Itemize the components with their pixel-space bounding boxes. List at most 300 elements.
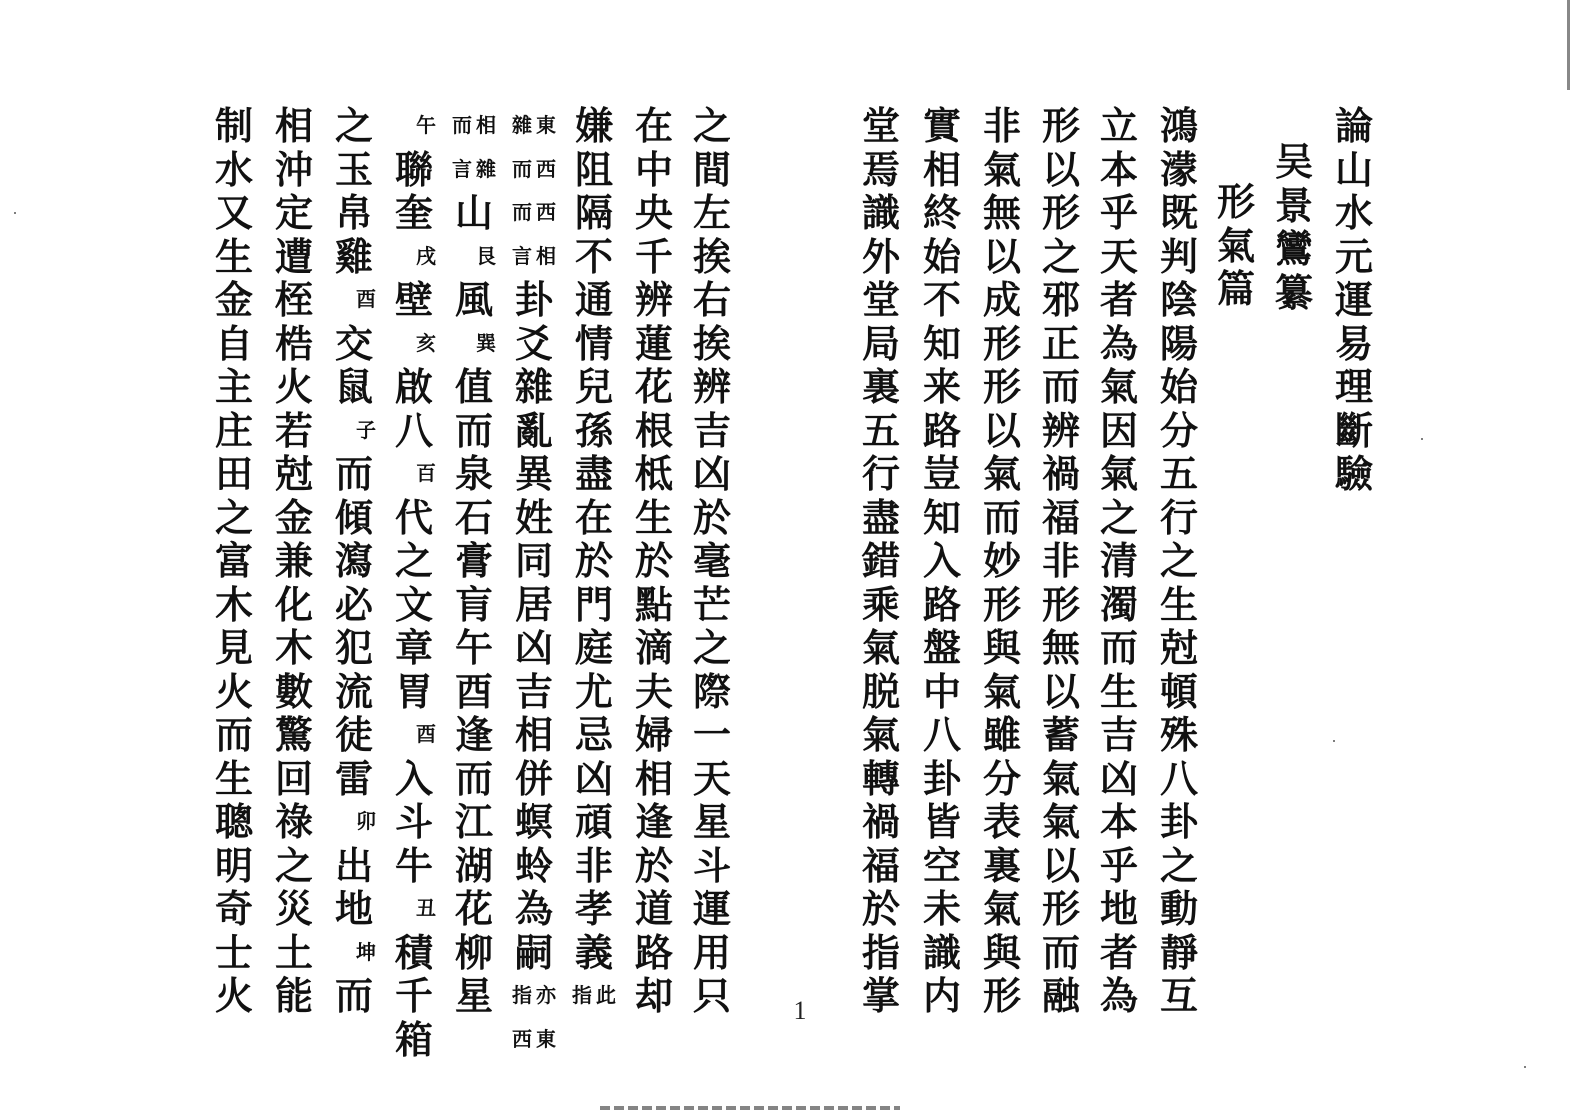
note-glyph: 巽 — [476, 330, 496, 355]
glyph: 千 — [634, 233, 673, 279]
glyph: 盡 — [861, 494, 900, 540]
glyph: 路 — [634, 929, 673, 975]
glyph: 而 — [454, 407, 493, 453]
glyph: 相 — [514, 712, 553, 757]
glyph: 夫 — [634, 668, 673, 714]
glyph: 裏 — [982, 842, 1021, 888]
glyph: 乎 — [1099, 190, 1138, 235]
glyph: 之 — [692, 625, 731, 670]
glyph: 驚 — [274, 712, 313, 757]
interlinear-note — [510, 104, 558, 191]
glyph: 定 — [274, 190, 313, 235]
glyph: 雞 — [334, 233, 373, 279]
note-glyph: 卯 — [356, 809, 376, 833]
glyph: 之 — [1099, 494, 1138, 540]
glyph: 斷 — [1334, 407, 1373, 453]
note-right — [414, 713, 438, 757]
glyph: 水 — [1334, 190, 1373, 235]
glyph: 卦 — [514, 277, 553, 322]
glyph: 必 — [334, 581, 373, 627]
glyph: 若 — [274, 407, 313, 453]
glyph: 堂 — [861, 277, 900, 322]
glyph: 易 — [1334, 320, 1373, 366]
glyph: 胃 — [394, 668, 433, 714]
glyph: 本 — [1099, 146, 1138, 192]
glyph: 膏 — [454, 538, 493, 583]
glyph: 火 — [214, 668, 253, 714]
glyph: 形 — [1216, 179, 1255, 224]
glyph: 識 — [861, 190, 900, 235]
note-glyph: 亦 — [536, 983, 556, 1007]
interlinear-note — [450, 235, 498, 279]
note-left — [330, 278, 354, 322]
glyph: 壁 — [394, 277, 433, 322]
glyph: 吉 — [514, 668, 553, 714]
glyph: 雷 — [334, 755, 373, 801]
glyph: 八 — [922, 712, 961, 757]
interlinear-note — [450, 322, 498, 366]
bottom-bleed-through — [600, 1106, 900, 1110]
glyph: 災 — [274, 886, 313, 931]
glyph: 木 — [274, 625, 313, 670]
glyph: 嗣 — [514, 929, 553, 975]
glyph: 清 — [1099, 538, 1138, 583]
note-right — [414, 452, 438, 496]
glyph: 指 — [861, 929, 900, 975]
glyph: 鼠 — [334, 364, 373, 409]
glyph: 與 — [982, 625, 1021, 670]
note-left — [390, 452, 414, 496]
note-glyph: 東 — [536, 113, 556, 137]
interlinear-note — [450, 104, 498, 191]
glyph: 一 — [692, 712, 731, 757]
glyph: 泉 — [454, 451, 493, 496]
glyph: 地 — [334, 886, 373, 931]
glyph: 而 — [1099, 625, 1138, 670]
interlinear-note — [390, 452, 438, 496]
glyph: 焉 — [861, 146, 900, 192]
text-column-c9 — [570, 104, 618, 1018]
glyph: 景 — [1274, 182, 1313, 228]
glyph: 理 — [1334, 364, 1373, 409]
note-glyph: 艮 — [476, 243, 496, 268]
glyph: 卦 — [922, 755, 961, 801]
glyph: 聯 — [394, 146, 433, 192]
note-glyph: 百 — [416, 461, 436, 485]
glyph: 吉 — [692, 407, 731, 453]
glyph: 禍 — [1041, 451, 1080, 496]
text-column-c10 — [510, 104, 558, 1061]
glyph: 山 — [454, 190, 493, 235]
glyph: 點 — [634, 581, 673, 627]
note-left — [390, 104, 414, 148]
glyph: 滴 — [634, 625, 673, 670]
note-left — [450, 104, 474, 191]
glyph: 辨 — [1041, 407, 1080, 453]
glyph: 根 — [634, 407, 673, 453]
glyph: 行 — [1159, 494, 1198, 540]
glyph: 玉 — [334, 146, 373, 192]
glyph: 互 — [1159, 973, 1198, 1018]
glyph: 始 — [922, 233, 961, 279]
glyph: 八 — [394, 407, 433, 453]
glyph: 不 — [922, 277, 961, 322]
glyph: 之 — [214, 494, 253, 540]
glyph: 脱 — [861, 668, 900, 714]
glyph: 間 — [692, 146, 731, 192]
note-left — [330, 409, 354, 453]
glyph: 陰 — [1159, 277, 1198, 322]
glyph: 斗 — [692, 842, 731, 888]
glyph: 祿 — [274, 799, 313, 844]
glyph: 逢 — [634, 799, 673, 844]
glyph: 木 — [214, 581, 253, 627]
interlinear-note — [330, 278, 378, 322]
glyph: 氣 — [982, 886, 1021, 931]
note-left — [330, 931, 354, 975]
text-column-author — [1270, 140, 1318, 314]
glyph: 表 — [982, 799, 1021, 844]
glyph: 天 — [1099, 233, 1138, 279]
text-column-c7 — [688, 104, 736, 1018]
glyph: 忌 — [574, 712, 613, 757]
note-glyph: 西 — [512, 1026, 532, 1051]
note-glyph: 指 — [572, 983, 592, 1007]
glyph: 而 — [214, 712, 253, 757]
page-number: 1 — [793, 996, 807, 1025]
glyph: 行 — [861, 451, 900, 496]
note-glyph: 言 — [452, 156, 472, 181]
glyph: 掌 — [861, 973, 900, 1018]
note-left — [390, 235, 414, 279]
glyph: 判 — [1159, 233, 1198, 279]
scan-speck — [1333, 740, 1335, 742]
glyph: 吉 — [1099, 712, 1138, 757]
glyph: 之 — [1159, 538, 1198, 583]
glyph: 阻 — [574, 146, 613, 192]
glyph: 氣 — [1041, 755, 1080, 801]
glyph: 義 — [574, 929, 613, 975]
text-column-c13 — [330, 104, 378, 1018]
glyph: 氣 — [982, 451, 1021, 496]
glyph: 花 — [454, 886, 493, 931]
note-right — [474, 235, 498, 279]
glyph: 只 — [692, 973, 731, 1018]
glyph: 驗 — [1334, 451, 1373, 496]
glyph: 沖 — [274, 146, 313, 192]
text-column-chapter — [1212, 180, 1260, 311]
interlinear-note — [330, 931, 378, 975]
note-right — [354, 931, 378, 975]
glyph: 濛 — [1159, 146, 1198, 192]
text-column-c11 — [450, 104, 498, 1018]
glyph: 氣 — [861, 625, 900, 670]
glyph: 局 — [861, 320, 900, 366]
glyph: 以 — [982, 233, 1021, 279]
glyph: 者 — [1099, 277, 1138, 322]
note-left — [330, 800, 354, 844]
glyph: 文 — [394, 581, 433, 627]
note-right — [414, 322, 438, 366]
glyph: 靜 — [1159, 929, 1198, 975]
note-right — [354, 278, 378, 322]
glyph: 形 — [982, 581, 1021, 627]
glyph: 路 — [922, 407, 961, 453]
glyph: 来 — [922, 364, 961, 409]
note-right — [534, 974, 558, 1018]
glyph: 蓄 — [1041, 712, 1080, 757]
interlinear-note — [390, 104, 438, 148]
glyph: 動 — [1159, 886, 1198, 931]
note-left — [570, 974, 594, 1018]
glyph: 雖 — [982, 712, 1021, 757]
glyph: 雜 — [514, 364, 553, 409]
interlinear-note — [390, 887, 438, 931]
glyph: 外 — [861, 233, 900, 279]
glyph: 為 — [1099, 320, 1138, 366]
glyph: 五 — [1159, 451, 1198, 496]
glyph: 庭 — [574, 625, 613, 670]
glyph: 婦 — [634, 712, 673, 757]
glyph: 妙 — [982, 538, 1021, 583]
glyph: 士 — [214, 929, 253, 975]
note-glyph: 坤 — [356, 939, 376, 964]
glyph: 為 — [514, 886, 553, 931]
glyph: 而 — [982, 494, 1021, 540]
glyph: 流 — [334, 668, 373, 714]
glyph: 尤 — [574, 668, 613, 714]
glyph: 陽 — [1159, 320, 1198, 366]
glyph: 生 — [634, 494, 673, 540]
glyph: 相 — [634, 755, 673, 801]
glyph: 元 — [1334, 233, 1373, 279]
glyph: 際 — [692, 668, 731, 714]
note-glyph: 戌 — [416, 243, 436, 268]
glyph: 殊 — [1159, 712, 1198, 757]
glyph: 本 — [1099, 799, 1138, 844]
glyph: 江 — [454, 799, 493, 844]
text-column-c15 — [210, 104, 258, 1018]
glyph: 識 — [922, 929, 961, 975]
glyph: 之 — [692, 103, 731, 148]
note-glyph: 酉 — [356, 287, 376, 311]
note-right — [534, 104, 558, 191]
glyph: 火 — [274, 364, 313, 409]
interlinear-note — [570, 974, 618, 1018]
glyph: 明 — [214, 842, 253, 888]
glyph: 湖 — [454, 842, 493, 888]
glyph: 五 — [861, 407, 900, 453]
note-glyph: 言 — [512, 243, 532, 268]
glyph: 章 — [394, 625, 433, 670]
glyph: 運 — [692, 886, 731, 931]
text-column-c5 — [918, 104, 966, 1018]
glyph: 無 — [982, 190, 1021, 235]
glyph: 豈 — [922, 451, 961, 496]
glyph: 凶 — [1099, 755, 1138, 801]
glyph: 融 — [1041, 973, 1080, 1018]
glyph: 凶 — [574, 755, 613, 801]
text-column-title — [1330, 104, 1378, 496]
note-glyph: 西 — [536, 156, 556, 181]
note-right — [414, 235, 438, 279]
glyph: 禍 — [861, 799, 900, 844]
glyph: 非 — [574, 842, 613, 888]
glyph: 始 — [1159, 364, 1198, 409]
scan-speck — [1421, 438, 1423, 440]
glyph: 未 — [922, 886, 961, 931]
glyph: 氣 — [982, 668, 1021, 714]
glyph: 氣 — [1099, 451, 1138, 496]
glyph: 田 — [214, 451, 253, 496]
glyph: 却 — [634, 973, 673, 1018]
glyph: 邪 — [1041, 277, 1080, 322]
glyph: 八 — [1159, 755, 1198, 801]
glyph: 桎 — [274, 277, 313, 322]
note-glyph: 子 — [356, 417, 376, 442]
glyph: 併 — [514, 755, 553, 801]
glyph: 非 — [1041, 538, 1080, 583]
glyph: 乘 — [861, 581, 900, 627]
glyph: 金 — [214, 277, 253, 322]
glyph: 奎 — [394, 190, 433, 235]
glyph: 數 — [274, 668, 313, 714]
glyph: 嫌 — [574, 103, 613, 148]
glyph: 正 — [1041, 320, 1080, 366]
glyph: 氣 — [1216, 222, 1255, 268]
glyph: 化 — [274, 581, 313, 627]
glyph: 入 — [394, 755, 433, 801]
note-left — [510, 974, 534, 1018]
glyph: 螟 — [514, 799, 553, 844]
note-right — [534, 1018, 558, 1062]
glyph: 爻 — [514, 320, 553, 366]
glyph: 中 — [922, 668, 961, 714]
glyph: 姓 — [514, 494, 553, 540]
text-column-c12 — [390, 104, 438, 1061]
note-glyph: 午 — [416, 113, 436, 137]
glyph: 而 — [1041, 929, 1080, 975]
glyph: 堂 — [861, 103, 900, 148]
glyph: 形 — [982, 973, 1021, 1018]
glyph: 頓 — [1159, 668, 1198, 714]
glyph: 又 — [214, 190, 253, 235]
glyph: 芒 — [692, 581, 731, 627]
glyph: 央 — [634, 190, 673, 235]
note-left — [390, 322, 414, 366]
glyph: 土 — [274, 929, 313, 975]
note-left — [450, 235, 474, 279]
glyph: 火 — [214, 973, 253, 1018]
glyph: 生 — [1099, 668, 1138, 714]
glyph: 地 — [1099, 886, 1138, 931]
glyph: 與 — [982, 929, 1021, 975]
glyph: 奇 — [214, 886, 253, 931]
glyph: 梏 — [274, 320, 313, 366]
text-column-c1 — [1155, 104, 1203, 1018]
glyph: 形 — [1041, 190, 1080, 235]
glyph: 門 — [574, 581, 613, 627]
glyph: 形 — [1041, 581, 1080, 627]
note-right — [354, 409, 378, 453]
interlinear-note — [330, 800, 378, 844]
glyph: 用 — [692, 929, 731, 975]
glyph: 而 — [334, 451, 373, 496]
glyph: 孝 — [574, 886, 613, 931]
text-column-c3 — [1037, 104, 1085, 1018]
note-left — [390, 887, 414, 931]
glyph: 生 — [1159, 581, 1198, 627]
glyph: 形 — [982, 364, 1021, 409]
glyph: 内 — [922, 973, 961, 1018]
glyph: 見 — [214, 625, 253, 670]
glyph: 形 — [982, 320, 1021, 366]
glyph: 之 — [274, 842, 313, 888]
glyph: 分 — [1159, 407, 1198, 453]
note-right — [414, 887, 438, 931]
glyph: 之 — [394, 538, 433, 583]
glyph: 鸞 — [1274, 226, 1313, 271]
glyph: 於 — [574, 538, 613, 583]
glyph: 分 — [982, 755, 1021, 801]
glyph: 同 — [514, 538, 553, 583]
glyph: 能 — [274, 973, 313, 1018]
note-glyph: 酉 — [416, 722, 436, 746]
glyph: 在 — [574, 494, 613, 540]
glyph: 以 — [982, 407, 1021, 453]
note-glyph: 指 — [512, 983, 532, 1007]
interlinear-note — [390, 235, 438, 279]
glyph: 異 — [514, 451, 553, 496]
note-glyph: 此 — [596, 983, 616, 1007]
glyph: 裏 — [861, 364, 900, 409]
glyph: 徒 — [334, 712, 373, 757]
glyph: 於 — [692, 494, 731, 540]
glyph: 居 — [514, 581, 553, 627]
glyph: 千 — [394, 973, 433, 1018]
glyph: 入 — [922, 538, 961, 583]
glyph: 終 — [922, 190, 961, 235]
glyph: 水 — [214, 146, 253, 192]
glyph: 柢 — [634, 451, 673, 496]
glyph: 盡 — [574, 451, 613, 496]
glyph: 以 — [1041, 842, 1080, 888]
glyph: 辨 — [634, 277, 673, 322]
glyph: 尅 — [274, 451, 313, 496]
glyph: 通 — [574, 277, 613, 322]
glyph: 氣 — [982, 146, 1021, 192]
text-column-c6 — [857, 104, 905, 1018]
glyph: 金 — [274, 494, 313, 540]
interlinear-note — [390, 713, 438, 757]
glyph: 左 — [692, 190, 731, 235]
glyph: 天 — [692, 755, 731, 801]
glyph: 富 — [214, 538, 253, 583]
glyph: 而 — [454, 755, 493, 801]
glyph: 值 — [454, 364, 493, 409]
glyph: 凶 — [692, 451, 731, 496]
glyph: 中 — [634, 146, 673, 192]
glyph: 纂 — [1274, 269, 1313, 315]
glyph: 交 — [334, 320, 373, 366]
glyph: 知 — [922, 494, 961, 540]
text-column-c14 — [270, 104, 318, 1018]
glyph: 生 — [214, 233, 253, 279]
glyph: 成 — [982, 277, 1021, 322]
glyph: 鴻 — [1159, 103, 1198, 148]
note-left — [450, 322, 474, 366]
glyph: 肓 — [454, 581, 493, 627]
